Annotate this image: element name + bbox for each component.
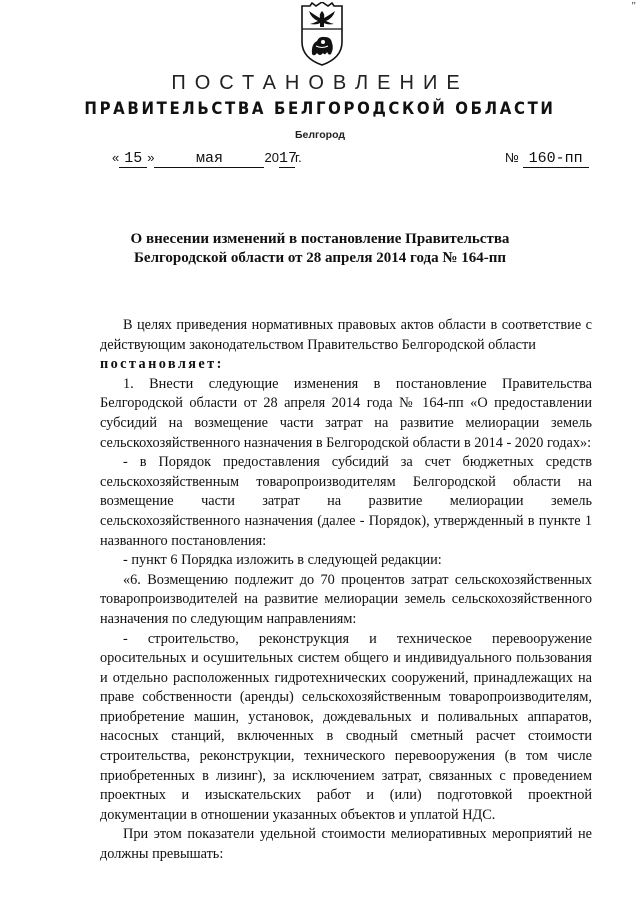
document-type: ПОСТАНОВЛЕНИЕ <box>171 72 469 94</box>
corner-mark: " <box>631 0 636 12</box>
preamble-text: В целях приведения нормативных правовых актов области в соответствие с действующим законодательством Правительство Белгородской области <box>100 317 592 353</box>
paragraph-6: При этом показатели удельной стоимости мелиоративных мероприятий не должны превышать: <box>100 826 592 863</box>
paragraph-3: - пункт 6 Порядка изложить в следующей редакции: <box>123 552 442 569</box>
paragraph-4: «6. Возмещению подлежит до 70 процентов затрат сельскохозяйственных товаропроизводителей на развитие мелиорации земель сельскохозяйственного назначения по следующим направлениям: <box>100 571 592 627</box>
date-year-prefix: 20 <box>264 150 279 165</box>
date-line <box>112 150 302 168</box>
date-close-quote: » <box>147 150 155 165</box>
coat-of-arms-icon <box>296 2 348 66</box>
city: Белгород <box>294 129 346 141</box>
issuer: ПРАВИТЕЛЬСТВА БЕЛГОРОДСКОЙ ОБЛАСТИ <box>84 99 556 119</box>
date-year-suffix: 17 <box>278 150 297 167</box>
paragraph-5: - строительство, реконструкция и техническое перевооружение оросительных и осушительных систем общего и индивидуального пользования и отдельно расположенных гидротехнических сооружений, принадлежащих на праве собственности (аренды) сельскохозяйственным товаропроизводителям, приобретение машин, установок, дождевальных и поливальных аппаратов, насосных станций, включенных в сводный сметный расчет стоимости строительства, реконструкции, технического перевооружения (в том числе приобретенных в лизинг), за исключением затрат, связанных с проведением проектных и изыскательских работ и (или) подготовкой проектной документации в отношении указанных объектов и уплатой НДС. <box>100 630 592 823</box>
title-line-2: Белгородской области от 28 апреля 2014 года № 164-пп <box>134 250 506 266</box>
date-month: мая <box>154 150 264 168</box>
paragraph-preamble <box>100 316 592 375</box>
number-label: № <box>505 150 519 165</box>
resolve-word: постановляет: <box>100 356 224 373</box>
document-title <box>0 230 640 268</box>
number-line <box>505 150 589 168</box>
paragraph-2: - в Порядок предоставления субсидий за счет бюджетных средств сельскохозяйственным товаропроизводителям Белгородской области на возмещение части затрат на развитие мелиорации земель сельскохозяйственного назначения (далее - Порядок), утвержденный в пункте 1 названного постановления: <box>100 454 592 549</box>
date-open-quote: « <box>112 150 120 165</box>
title-line-1: О внесении изменений в постановление Правительства <box>130 231 510 247</box>
document-body <box>100 316 592 865</box>
paragraph-1: 1. Внести следующие изменения в постановление Правительства Белгородской области от 28 апреля 2014 года № 164-пп «О предоставлении субсидий на возмещение части затрат на развитие мелиорации земель сельскохозяйственного назначения в Белгородской области в 2014 - 2020 годах»: <box>100 375 592 451</box>
number-value: 160-пп <box>523 150 589 168</box>
date-year-unit: г. <box>294 150 302 165</box>
date-day: 15 <box>119 150 147 168</box>
